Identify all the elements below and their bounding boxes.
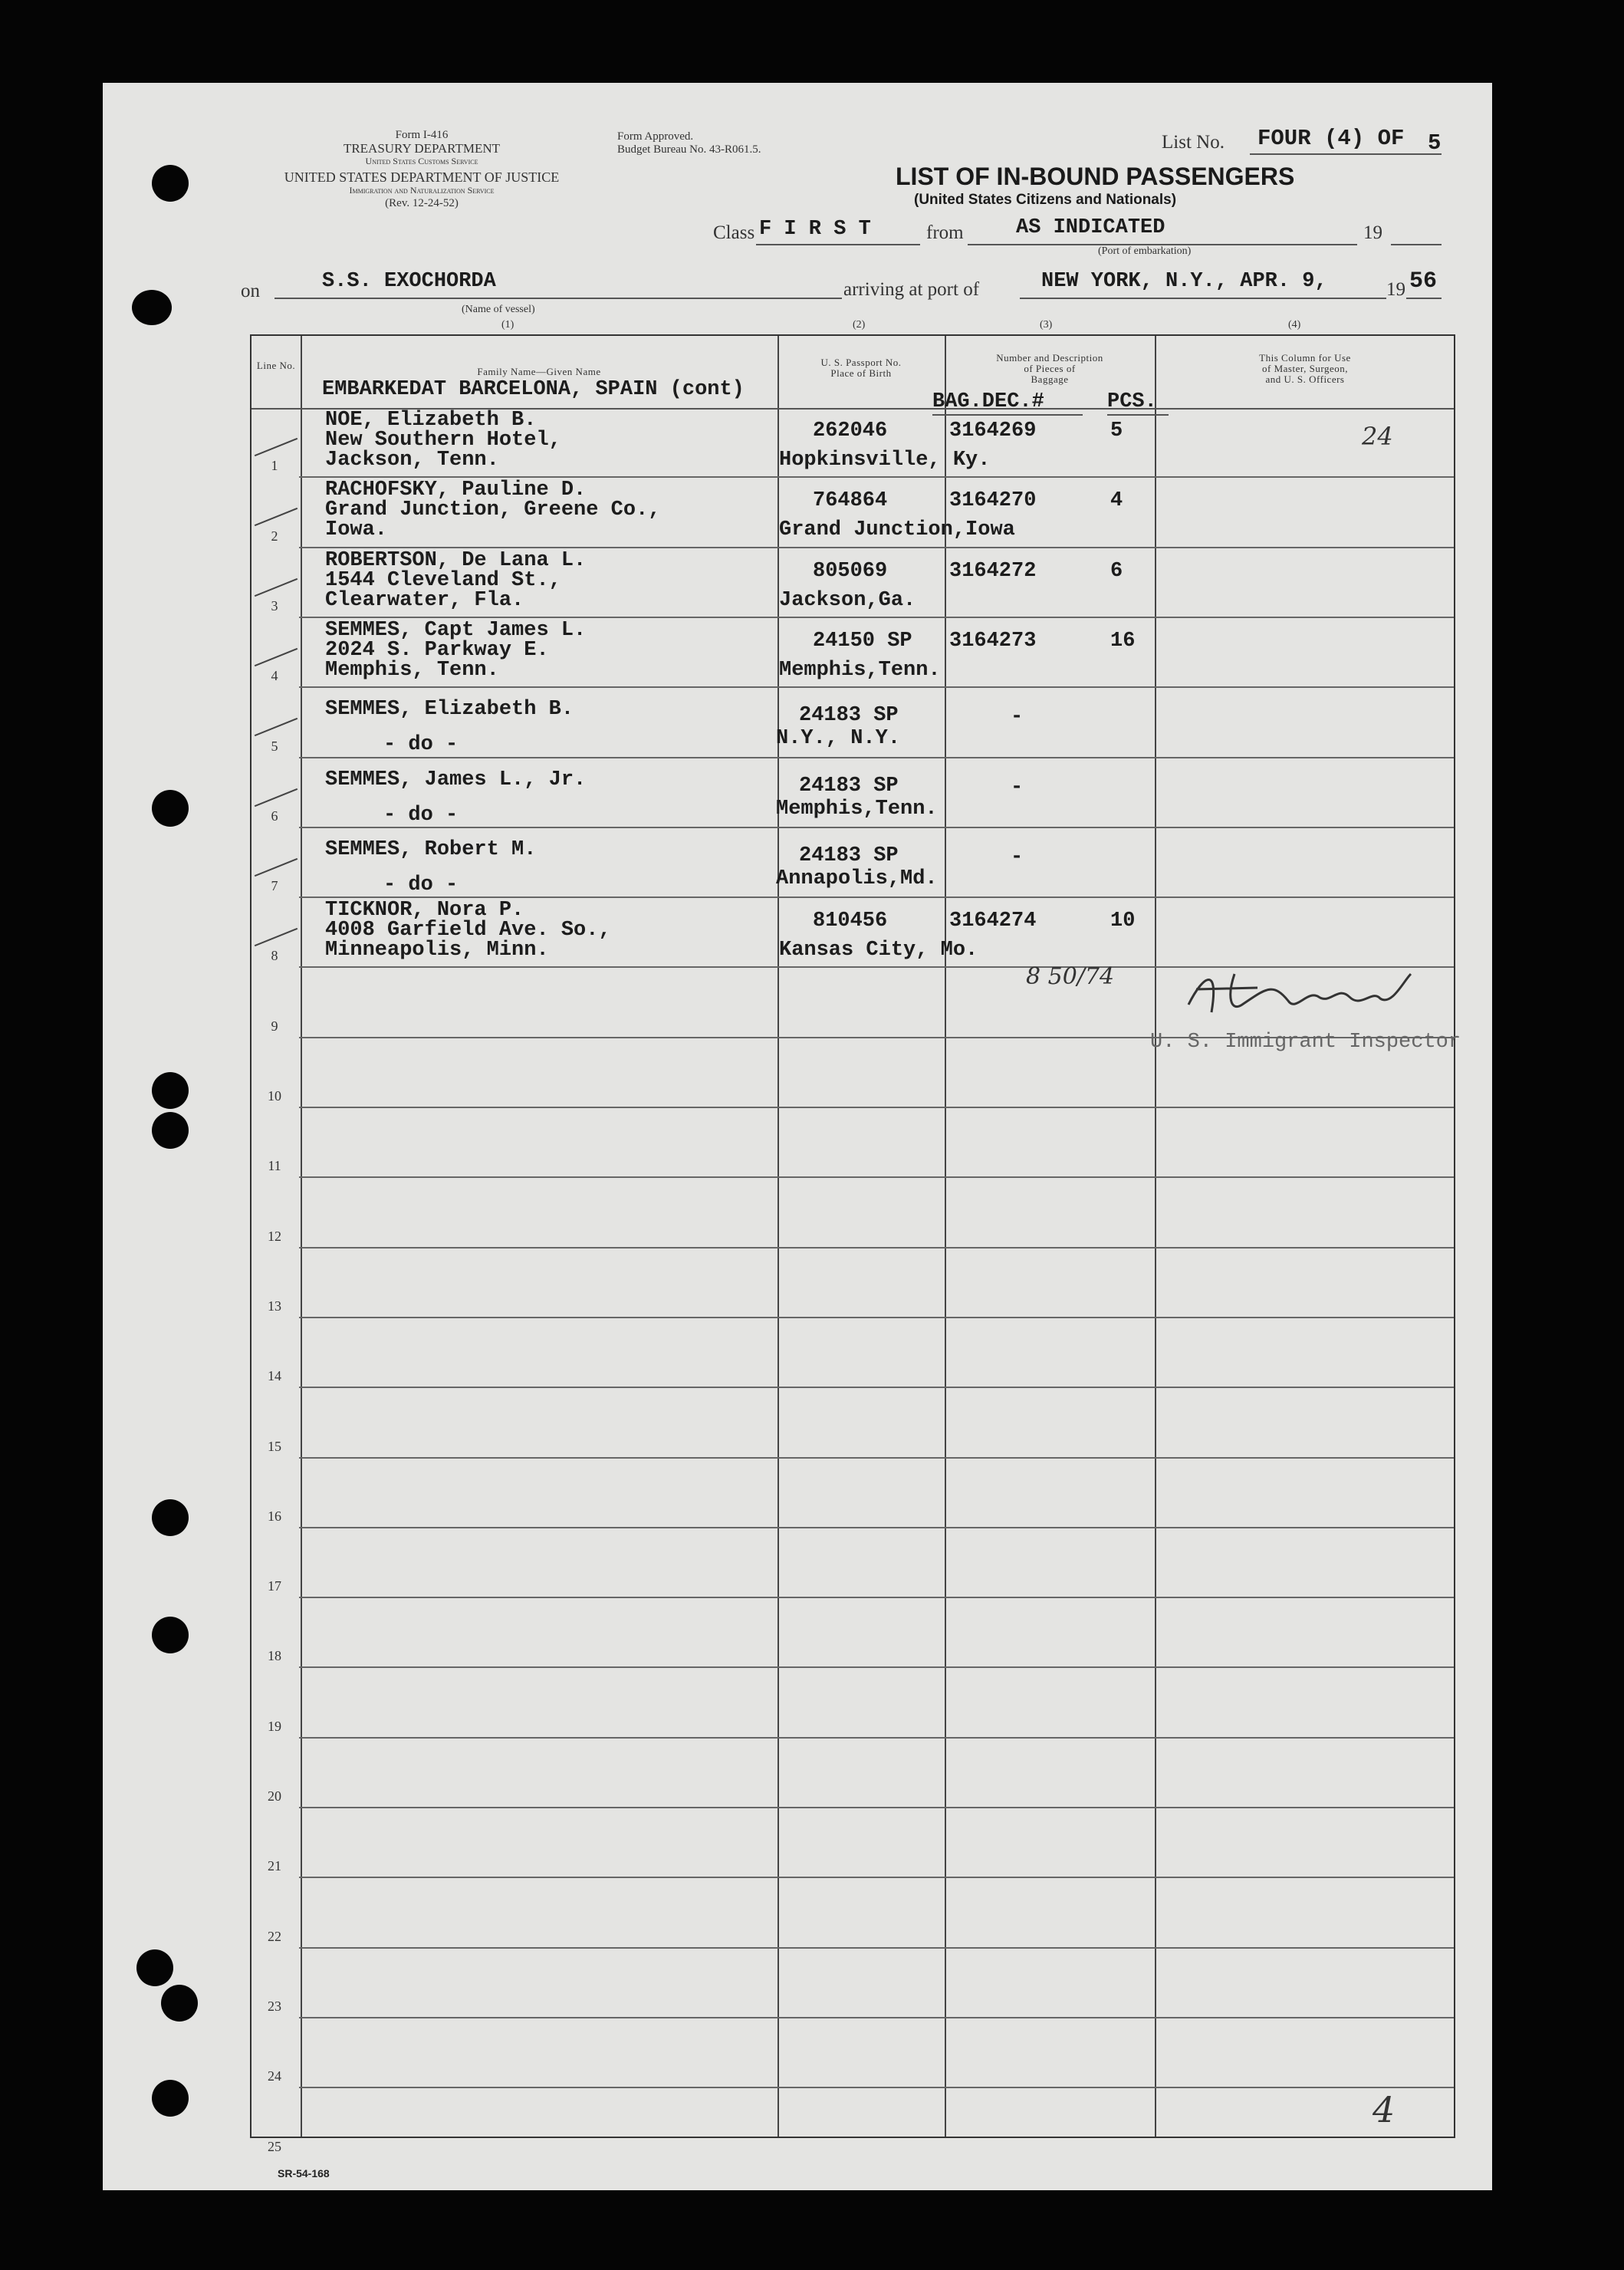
official-header-line: This Column for Use (1259, 352, 1351, 364)
passenger-address: 4008 Garfield Ave. So., (325, 919, 611, 943)
baggage-pieces: 10 (1110, 910, 1136, 933)
passport-number: 24183 SP (799, 704, 899, 728)
punch-hole (152, 790, 189, 827)
passenger-name: SEMMES, Capt James L. (325, 618, 587, 642)
passport-number: 262046 (813, 419, 888, 442)
passenger-name: NOE, Elizabeth B. (325, 409, 537, 432)
form-number: Form I-416 (395, 129, 449, 141)
column-header-official (1155, 353, 1455, 385)
baggage-declaration: 3164274 (949, 910, 1037, 933)
passenger-city: Memphis, Tenn. (325, 658, 499, 682)
from-label: from (926, 222, 964, 243)
vessel-caption: (Name of vessel) (462, 304, 535, 315)
row-rule (299, 1527, 1454, 1528)
signature-time: 8 50/74 (1026, 963, 1115, 990)
bag-declaration-header: BAG.DEC.# (932, 390, 1044, 413)
line-number: 2 (271, 528, 278, 544)
place-of-birth: Hopkinsville, Ky. (779, 449, 991, 472)
line-number: 12 (268, 1228, 281, 1244)
baggage-pieces: 16 (1110, 629, 1136, 653)
line-number: 4 (271, 668, 278, 684)
line-number: 9 (271, 1018, 278, 1034)
row-rule (299, 547, 1454, 548)
place-of-birth: Memphis,Tenn. (779, 658, 941, 682)
punch-hole (152, 1617, 189, 1653)
line-number: 10 (268, 1088, 281, 1104)
year-prefix: 19 (1363, 222, 1382, 243)
passport-header-line: U. S. Passport No. (820, 357, 902, 368)
line-number: 14 (268, 1368, 281, 1384)
line-number: 19 (268, 1718, 281, 1734)
baggage-pieces: 4 (1110, 489, 1123, 513)
place-of-birth: Memphis,Tenn. (776, 797, 938, 821)
passenger-address: - do - (383, 803, 459, 827)
line-number: 7 (271, 878, 278, 894)
vessel-name: S.S. EXOCHORDA (322, 270, 496, 293)
list-no-value: FOUR (4) OF (1257, 126, 1405, 151)
passport-number: 805069 (813, 559, 888, 583)
line-number: 16 (268, 1508, 281, 1524)
footer-code: SR-54-168 (278, 2167, 330, 2180)
line-number: 20 (268, 1788, 281, 1804)
customs-label: United States Customs Service (365, 156, 478, 166)
baggage-declaration: - (1011, 775, 1024, 799)
line-number: 11 (268, 1158, 281, 1174)
baggage-pieces: 5 (1110, 419, 1123, 442)
row-rule (299, 1317, 1454, 1318)
passenger-address: 1544 Cleveland St., (325, 568, 561, 592)
official-header-line: of Master, Surgeon, (1261, 363, 1348, 374)
revision-label: (Rev. 12-24-52) (385, 197, 459, 209)
row-rule (299, 2017, 1454, 2018)
passenger-city: Minneapolis, Minn. (325, 939, 549, 962)
column-header-baggage (945, 353, 1155, 385)
form-approval (617, 130, 761, 156)
arrival-port-date: NEW YORK, N.Y., APR. 9, (1041, 270, 1327, 293)
passenger-name: ROBERTSON, De Lana L. (325, 548, 587, 572)
row-rule (299, 1947, 1454, 1949)
baggage-declaration: 3164272 (949, 559, 1037, 583)
place-of-birth: N.Y., N.Y. (776, 727, 901, 751)
baggage-header-line: of Pieces of (1024, 363, 1076, 374)
inspector-title: U. S. Immigrant Inspector (1150, 1031, 1461, 1054)
page-title: LIST OF IN-BOUND PASSENGERS (896, 163, 1295, 190)
passenger-name: SEMMES, Robert M. (325, 837, 537, 861)
justice-label: UNITED STATES DEPARTMENT OF JUSTICE (284, 169, 560, 185)
line-number: 24 (268, 2068, 281, 2084)
arrival-year-prefix: 19 (1386, 279, 1405, 300)
row-rule (299, 617, 1454, 618)
row-rule (299, 1807, 1454, 1808)
arriving-label: arriving at port of (843, 279, 980, 300)
page-subtitle: (United States Citizens and Nationals) (914, 192, 1177, 208)
budget-label: Budget Bureau No. 43-R061.5. (617, 143, 761, 156)
row-rule (299, 1107, 1454, 1108)
form-header-left (238, 129, 606, 210)
arrival-year: 56 (1409, 268, 1438, 294)
line-number: 6 (271, 808, 278, 824)
baggage-header-line: Number and Description (996, 352, 1103, 364)
from-value: AS INDICATED (1016, 216, 1165, 239)
row-rule (299, 1737, 1454, 1739)
passenger-name: SEMMES, James L., Jr. (325, 768, 587, 791)
line-number: 23 (268, 1998, 281, 2014)
pieces-header: PCS. (1107, 390, 1157, 413)
passenger-address: - do - (383, 733, 459, 757)
line-number: 5 (271, 738, 278, 754)
passenger-city: Iowa. (325, 518, 388, 542)
passenger-address: New Southern Hotel, (325, 429, 561, 452)
line-number: 21 (268, 1858, 281, 1874)
row-rule (299, 1597, 1454, 1598)
line-number: 22 (268, 1928, 281, 1944)
punch-hole (136, 1949, 173, 1986)
row-rule (299, 1457, 1454, 1459)
port-embark-caption: (Port of embarkation) (1098, 245, 1192, 257)
row-rule (299, 1247, 1454, 1248)
punch-hole (152, 1072, 189, 1109)
row-rule (299, 896, 1454, 898)
row-rule (299, 686, 1454, 688)
list-total: 5 (1428, 130, 1442, 156)
row-rule (299, 827, 1454, 828)
treasury-label: TREASURY DEPARTMENT (343, 141, 501, 156)
passenger-address: - do - (383, 873, 459, 896)
baggage-declaration: - (1011, 845, 1024, 869)
page-mark: 4 (1373, 2089, 1396, 2130)
baggage-declaration: 3164273 (949, 629, 1037, 653)
inspector-signature (1173, 959, 1426, 1028)
row-rule (299, 1877, 1454, 1878)
on-label: on (241, 281, 260, 301)
line-number: 18 (268, 1648, 281, 1664)
passport-number: 24183 SP (799, 774, 899, 798)
approved-label: Form Approved. (617, 130, 694, 143)
row-rule (299, 2087, 1454, 2088)
row-rule (299, 1387, 1454, 1388)
column-number-1: (1) (501, 319, 514, 331)
punch-hole (152, 2080, 189, 2117)
passenger-city: Clearwater, Fla. (325, 588, 524, 612)
passenger-name: SEMMES, Elizabeth B. (325, 698, 574, 722)
row-rule (299, 1176, 1454, 1178)
list-no-label: List No. (1162, 132, 1225, 153)
column-header-name: Family Name—Given Name (477, 366, 601, 377)
baggage-declaration: - (1011, 706, 1024, 729)
column-header-line-no: Line No. (256, 360, 296, 371)
official-header-line: and U. S. Officers (1265, 373, 1345, 385)
row-rule (299, 1666, 1454, 1668)
place-of-birth: Jackson,Ga. (779, 588, 916, 612)
class-label: Class (713, 222, 755, 243)
line-number: 13 (268, 1298, 281, 1314)
birth-header-line: Place of Birth (830, 367, 892, 379)
ins-label: Immigration and Naturalization Service (349, 185, 495, 196)
passport-number: 810456 (813, 910, 888, 933)
punch-hole (161, 1985, 198, 2022)
place-of-birth: Grand Junction,Iowa (779, 518, 1015, 542)
column-number-3: (3) (1040, 319, 1053, 331)
punch-hole (152, 165, 189, 202)
place-of-birth: Kansas City, Mo. (779, 939, 978, 962)
passenger-address: Grand Junction, Greene Co., (325, 498, 661, 522)
punch-hole (152, 1499, 189, 1536)
class-value: F I R S T (759, 218, 871, 241)
line-number: 17 (268, 1578, 281, 1594)
line-number: 8 (271, 948, 278, 964)
passport-number: 24150 SP (813, 629, 912, 653)
embarked-note: EMBARKEDAT BARCELONA, SPAIN (cont) (322, 378, 745, 401)
passport-number: 24183 SP (799, 844, 899, 867)
passenger-city: Jackson, Tenn. (325, 449, 499, 472)
row-rule (299, 476, 1454, 478)
passport-number: 764864 (813, 489, 888, 513)
line-number: 15 (268, 1438, 281, 1454)
column-header-passport (777, 357, 945, 379)
baggage-declaration: 3164269 (949, 419, 1037, 442)
column-number-2: (2) (853, 319, 866, 331)
line-number: 3 (271, 597, 278, 614)
place-of-birth: Annapolis,Md. (776, 867, 938, 890)
official-note: 24 (1362, 422, 1393, 451)
column-number-4: (4) (1288, 319, 1301, 331)
line-number: 25 (268, 2138, 281, 2154)
line-number: 1 (271, 458, 278, 474)
baggage-header-line: Baggage (1031, 373, 1069, 385)
punch-hole (152, 1112, 189, 1149)
punch-hole (132, 290, 172, 325)
baggage-pieces: 6 (1110, 559, 1123, 583)
passenger-name: TICKNOR, Nora P. (325, 899, 524, 923)
baggage-declaration: 3164270 (949, 489, 1037, 513)
passenger-address: 2024 S. Parkway E. (325, 638, 549, 662)
passenger-name: RACHOFSKY, Pauline D. (325, 479, 587, 502)
row-rule (299, 757, 1454, 758)
